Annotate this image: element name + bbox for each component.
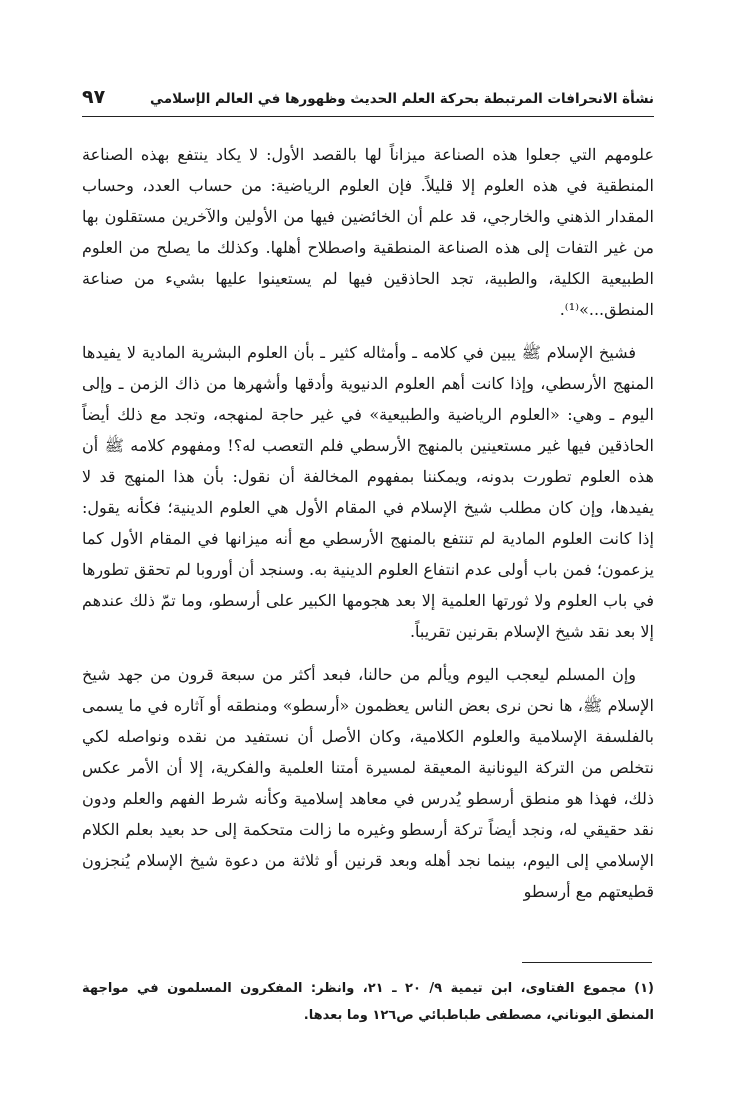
running-header-title: نشأة الانحرافات المرتبطة بحركة العلم الحديث وظهورها في العالم الإسلامي xyxy=(150,91,654,107)
footnote-1 xyxy=(82,975,654,1029)
paragraph-1: علومهم التي جعلوا هذه الصناعة ميزاناً لها بالقصد الأول: لا يكاد ينتفع بهذه الصناعة المنطقية في هذه العلوم إلا قليلاً. فإن العلوم الرياضية: من حساب العدد، وحساب المقدار الذهني والخارجي، قد علم أن الخائضين فيها من الأولين والآخرين مستقلون بها من غير التفات إلى هذه الصناعة المنطقية واصطلاح أهلها. وكذلك ما يصلح من العلوم الطبيعية الكلية، والطبية، تجد الحاذقين فيها لم يستعينوا عليها بشيء من صناعة المنطق...»⁽¹⁾. xyxy=(82,145,655,319)
footnote-area xyxy=(82,962,654,1029)
page-number: ٩٧ xyxy=(82,86,106,108)
footnote-marker: (١) xyxy=(634,981,654,996)
running-header xyxy=(82,86,654,117)
book-page xyxy=(82,86,654,1068)
footnote-text: مجموع الفتاوى، ابن تيمية ٩/ ٢٠ ـ ٢١، وانظر: المفكرون المسلمون في مواجهة المنطق اليوناني، مصطفى طباطبائي ص١٢٦ وما بعدها. xyxy=(82,981,654,1023)
paragraph-3: وإن المسلم ليعجب اليوم ويألم من حالنا، فبعد أكثر من سبعة قرون من جهد شيخ الإسلام ﷺ، ها نحن نرى بعض الناس يعظمون «أرسطو» ومنطقه أو آثاره في ما يسمى بالفلسفة الإسلامية والعلوم الكلامية، وكان الأصل أن نستفيد من نقده ونواصله لكي نتخلص من التركة اليونانية المعيقة لمسيرة أمتنا العلمية والفكرية، إلا أن الأمر عكس ذلك، فهذا هو منطق أرسطو يُدرس في معاهد إسلامية وكأنه شرط الفهم والعلم ودون نقد حقيقي له، ونجد أيضاً تركة أرسطو وغيره ما زالت متحكمة إلى حد بعيد بعلم الكلام الإسلامي إلى اليوم، بينما نجد أهله وبعد قرنين أو ثلاثة من دعوة شيخ الإسلام يُنجزون قطيعتهم مع أرسطو xyxy=(82,665,654,901)
body-text xyxy=(82,139,654,907)
paragraph-2: فشيخ الإسلام ﷺ يبين في كلامه ـ وأمثاله كثير ـ بأن العلوم البشرية المادية لا يفيدها المنهج الأرسطي، وإذا كانت أهم العلوم الدنيوية وأدقها وأشهرها من ذاك الزمن ـ وإلى اليوم ـ وهي: «العلوم الرياضية والطبيعية» في غير حاجة لمنهجه، وتجد مع ذلك أيضاً الحاذقين فيها غير مستعينين بالمنهج الأرسطي فلم التعصب له؟! ومفهوم كلامه ﷺ أن هذه العلوم تطورت بدونه، ويمكننا بمفهوم المخالفة أن نقول: بأن هذا المنهج قد لا يفيدها، وإن كان مطلب شيخ الإسلام في المقام الأول هي العلوم الدينية؛ فكأنه يقول: إذا كانت العلوم المادية لم تنتفع بالمنهج الأرسطي مع أنه ميزانها في المقام الأول كما يزعمون؛ فمن باب أولى عدم انتفاع العلوم الدينية به. وسنجد أن أوروبا لم تحقق تطورها في باب العلوم ولا ثورتها العلمية إلا بعد هجومها الكبير على أرسطو، وما تمّ ذلك عندهم إلا بعد نقد شيخ الإسلام بقرنين تقريباً. xyxy=(82,343,655,641)
footnote-separator xyxy=(522,962,652,963)
